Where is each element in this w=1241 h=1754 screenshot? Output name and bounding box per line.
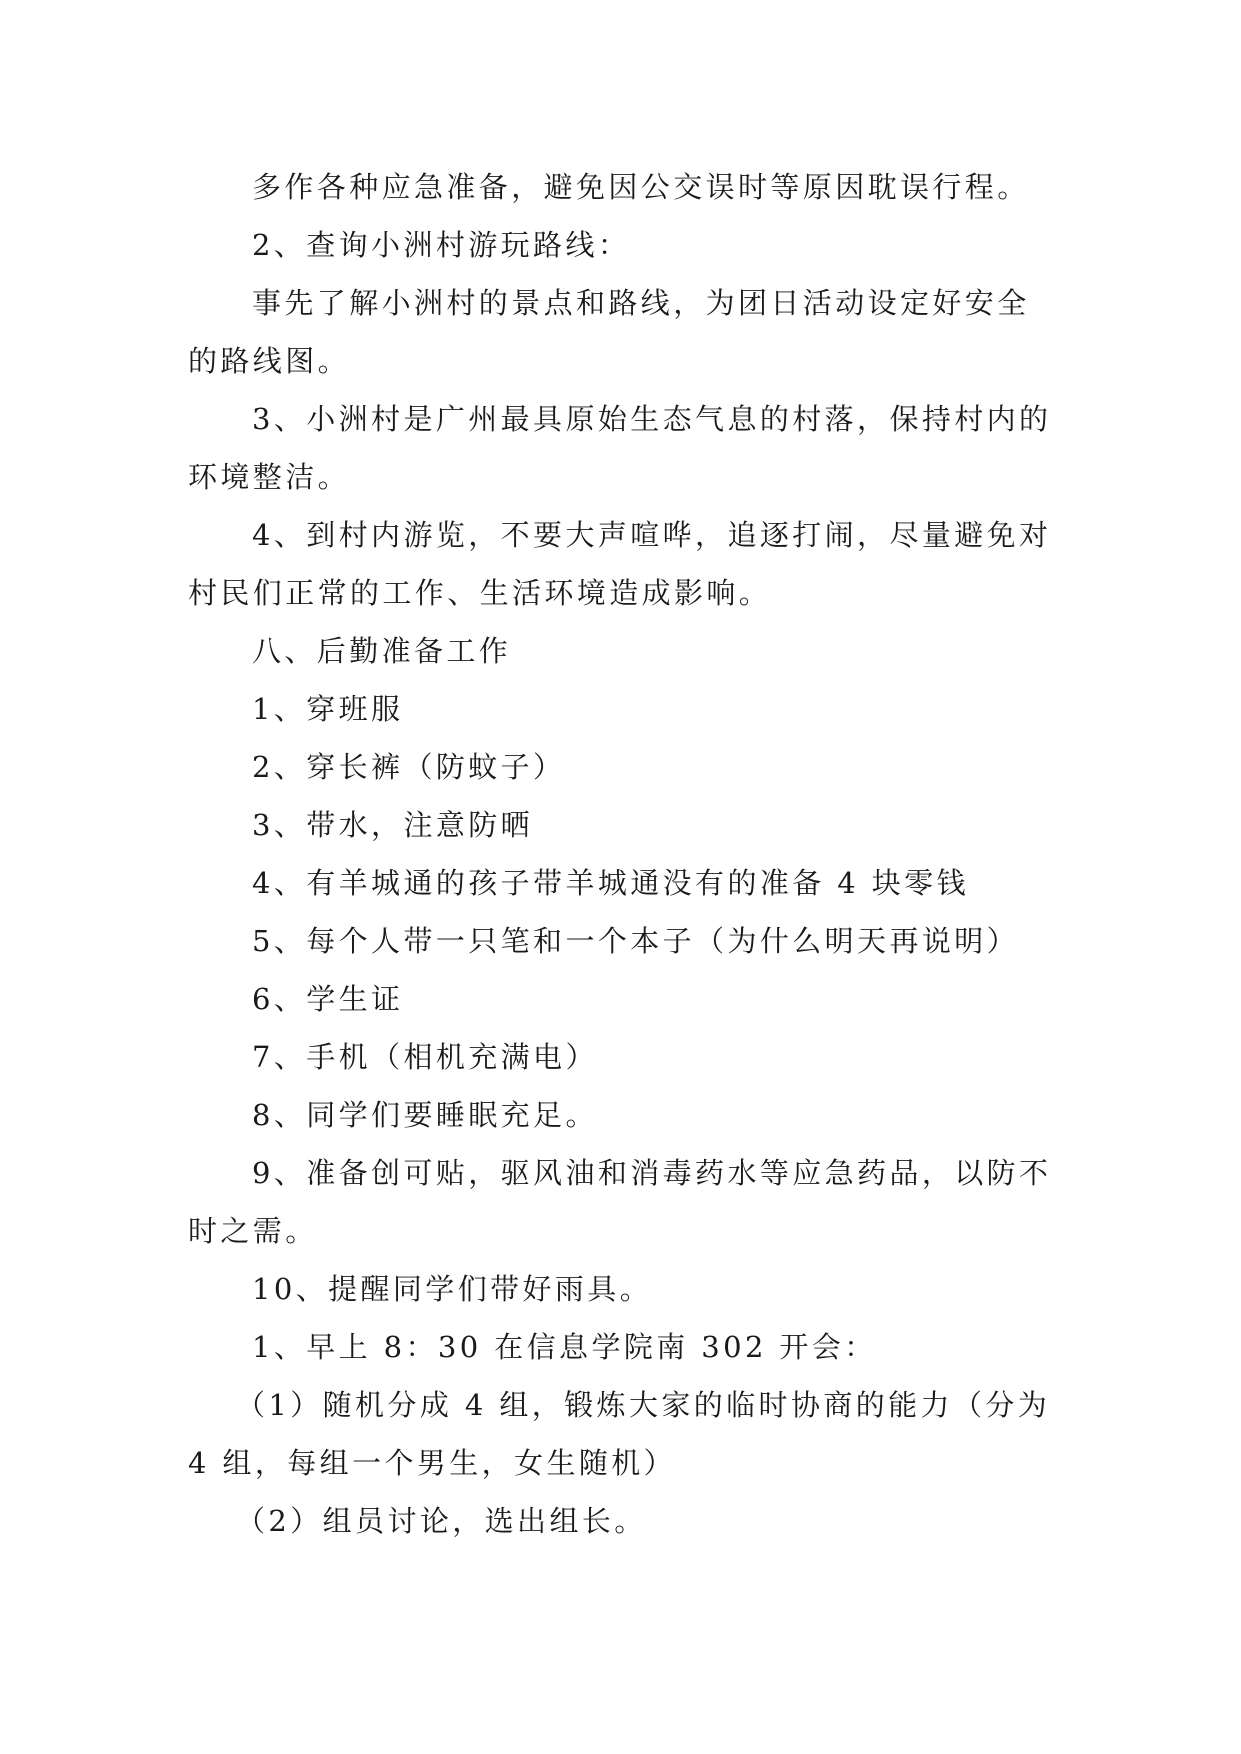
list-item-student-id: 6、学生证	[252, 982, 404, 1016]
paragraph-emergency-prep: 多作各种应急准备，避免因公交误时等原因耽误行程。	[252, 170, 1030, 204]
list-item-first-aid: 9、准备创可贴，驱风油和消毒药水等应急药品，以防不时之需。	[188, 1156, 1052, 1248]
paragraph-route-heading: 2、查询小洲村游玩路线：	[252, 228, 631, 262]
paragraph-leader-selection: （2）组员讨论，选出组长。	[236, 1504, 647, 1538]
paragraph-village-environment: 3、小洲村是广州最具原始生态气息的村落，保持村内的环境整洁。	[188, 402, 1052, 494]
list-item-transit-card: 4、有羊城通的孩子带羊城通没有的准备 4 块零钱	[252, 866, 969, 900]
list-item-phone-camera: 7、手机（相机充满电）	[252, 1040, 598, 1074]
paragraph-village-conduct: 4、到村内游览，不要大声喧哗，追逐打闹，尽量避免对村民们正常的工作、生活环境造成影响。	[188, 518, 1052, 610]
paragraph-grouping: （1）随机分成 4 组，锻炼大家的临时协商的能力（分为 4 组，每组一个男生，女生随机）	[188, 1388, 1051, 1480]
paragraph-meeting: 1、早上 8：30 在信息学院南 302 开会：	[252, 1330, 877, 1364]
document-body	[188, 158, 1058, 1550]
list-item-sleep: 8、同学们要睡眠充足。	[252, 1098, 598, 1132]
list-item-long-pants: 2、穿长裤（防蚊子）	[252, 750, 566, 784]
paragraph-route-detail: 事先了解小洲村的景点和路线，为团日活动设定好安全的路线图。	[188, 286, 1030, 378]
list-item-rain-gear: 10、提醒同学们带好雨具。	[252, 1272, 653, 1306]
list-item-class-uniform: 1、穿班服	[252, 692, 404, 726]
list-item-pen-notebook: 5、每个人带一只笔和一个本子（为什么明天再说明）	[252, 924, 1020, 958]
list-item-water-sunscreen: 3、带水，注意防晒	[252, 808, 534, 842]
section-heading-logistics: 八、后勤准备工作	[252, 634, 512, 668]
